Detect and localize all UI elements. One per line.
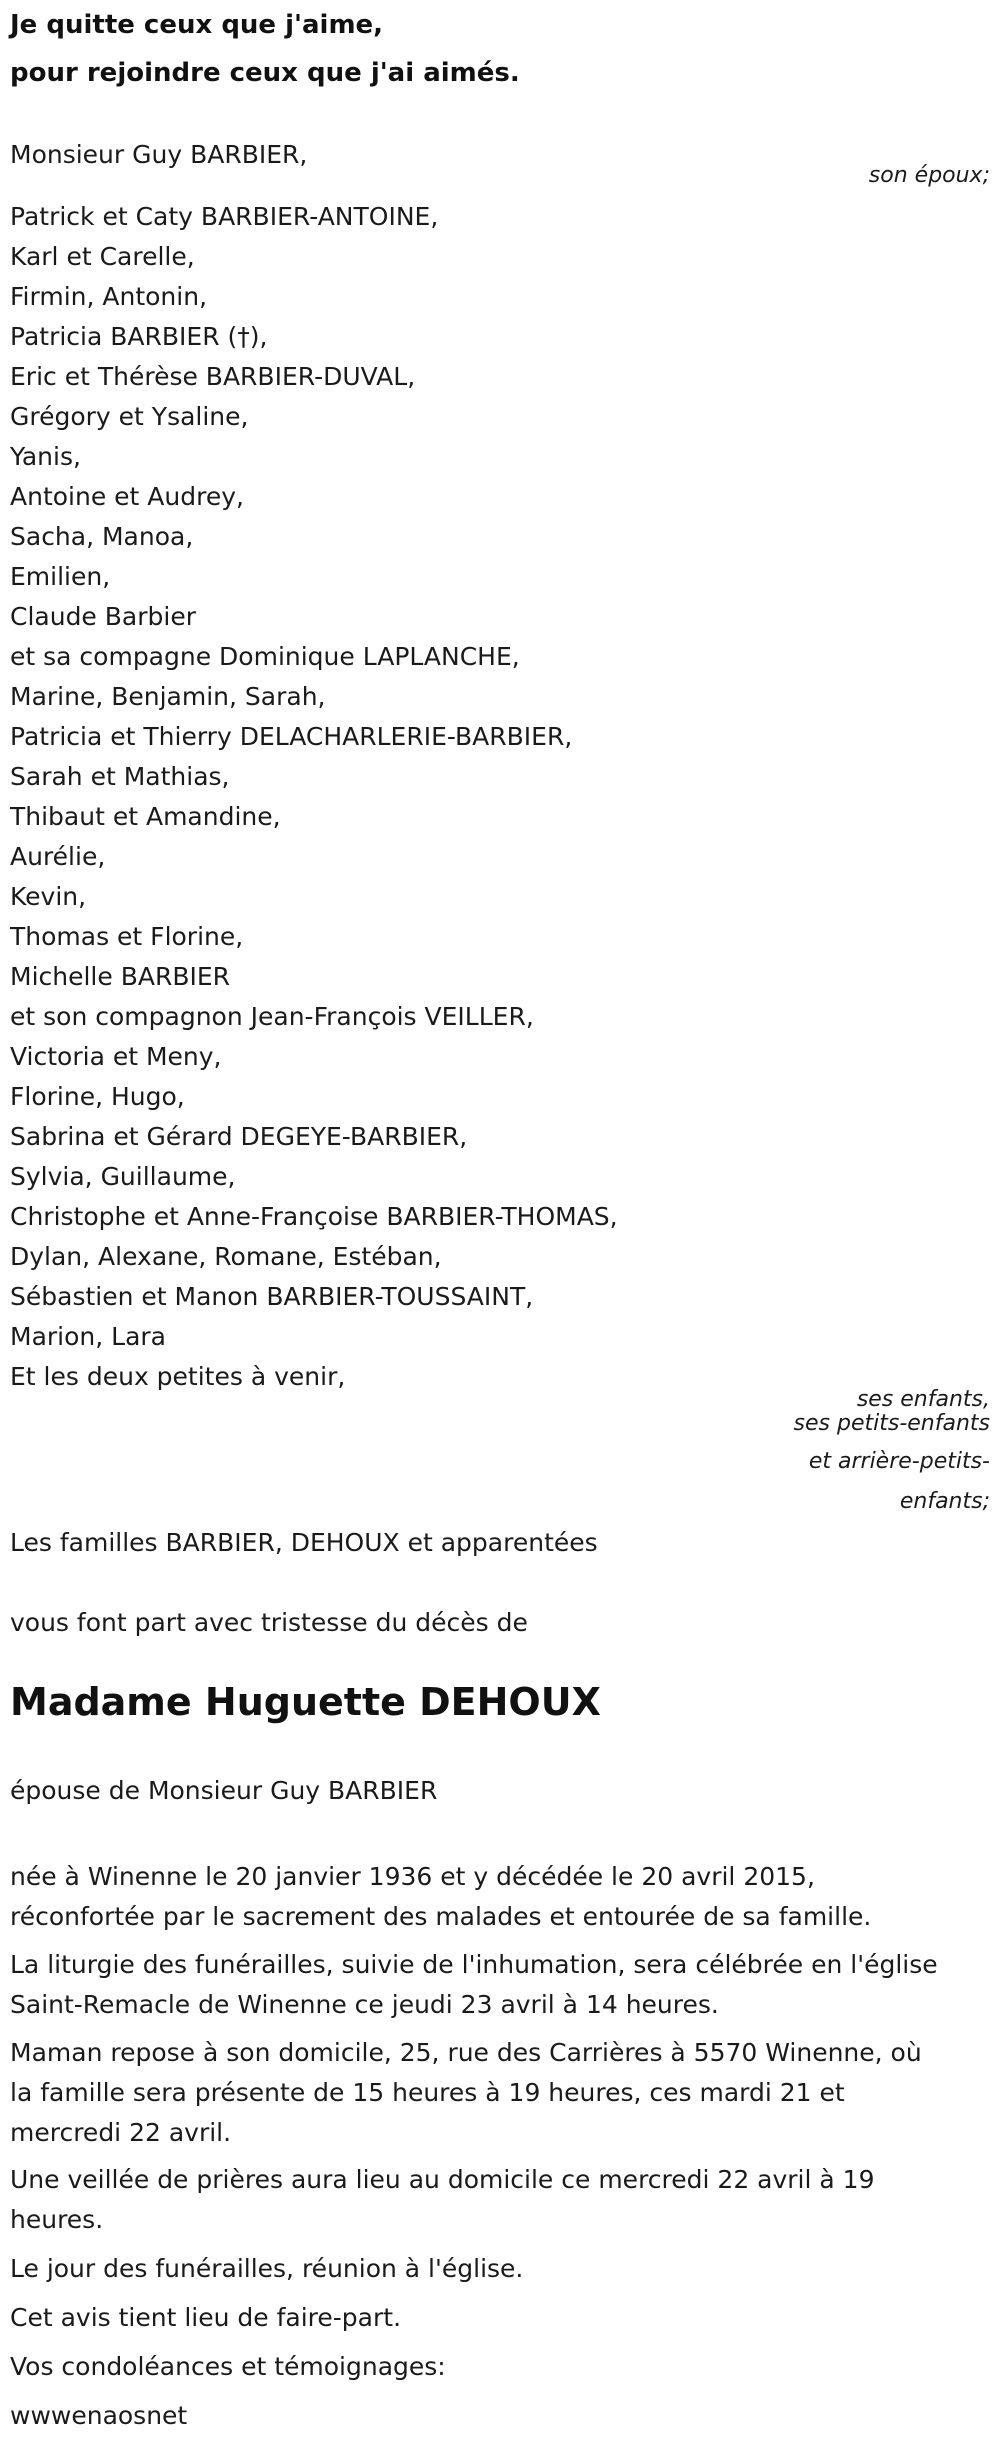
family-role: ses petits-enfants [793, 1411, 990, 1436]
paragraph-vigil: Une veillée de prières aura lieu au domicile ce mercredi 22 avril à 19 heures. [10, 2165, 875, 2234]
family-line: et sa compagne Dominique LAPLANCHE, [10, 642, 520, 671]
family-line: Patricia et Thierry DELACHARLERIE-BARBIER, [10, 722, 573, 751]
family-line: Christophe et Anne-Françoise BARBIER-THOMAS, [10, 1202, 618, 1231]
family-line: Antoine et Audrey, [10, 482, 244, 511]
family-role: et arrière-petits- [808, 1449, 990, 1474]
family-line: Sacha, Manoa, [10, 522, 194, 551]
spouse-role: son époux; [868, 163, 990, 188]
paragraph-notice: Cet avis tient lieu de faire-part. [10, 2303, 402, 2332]
family-role: ses enfants, [856, 1387, 990, 1412]
family-line: Patrick et Caty BARBIER-ANTOINE, [10, 202, 439, 231]
quote-line-1: Je quitte ceux que j'aime, [10, 10, 384, 40]
quote-line-2: pour rejoindre ceux que j'ai aimés. [10, 58, 520, 88]
paragraph-condolences: Vos condoléances et témoignages: [10, 2352, 446, 2381]
family-line: Karl et Carelle, [10, 242, 195, 271]
family-line: Aurélie, [10, 842, 106, 871]
spouse-name: Monsieur Guy BARBIER, [10, 140, 308, 169]
family-line: Firmin, Antonin, [10, 282, 208, 311]
family-line: Sarah et Mathias, [10, 762, 230, 791]
family-line: Grégory et Ysaline, [10, 402, 249, 431]
paragraph-home: Maman repose à son domicile, 25, rue des Carrières à 5570 Winenne, où la famille sera présente de 15 heures à 19 heures, ces mardi 21 et mercredi 22 avril. [10, 2038, 922, 2147]
family-role: enfants; [899, 1489, 990, 1514]
family-line: Claude Barbier [10, 602, 196, 631]
family-line: Thibaut et Amandine, [10, 802, 281, 831]
family-line: Eric et Thérèse BARBIER-DUVAL, [10, 362, 416, 391]
family-line: Marine, Benjamin, Sarah, [10, 682, 326, 711]
family-line: Et les deux petites à venir, [10, 1362, 346, 1391]
deceased-name: Madame Huguette DEHOUX [10, 1680, 601, 1724]
family-line: Florine, Hugo, [10, 1082, 185, 1111]
family-line: Thomas et Florine, [10, 922, 244, 951]
paragraph-meeting: Le jour des funérailles, réunion à l'église. [10, 2254, 524, 2283]
family-line: Sabrina et Gérard DEGEYE-BARBIER, [10, 1122, 468, 1151]
families-line: Les familles BARBIER, DEHOUX et apparentées [10, 1528, 598, 1557]
family-line: Sylvia, Guillaume, [10, 1162, 236, 1191]
paragraph-birth-death: née à Winenne le 20 janvier 1936 et y décédée le 20 avril 2015, réconfortée par le sacrement des malades et entourée de sa famille. [10, 1862, 872, 1931]
family-line: Patricia BARBIER (†), [10, 322, 268, 351]
family-line: Michelle BARBIER [10, 962, 231, 991]
family-line: Victoria et Meny, [10, 1042, 222, 1071]
website-text: wwwenaosnet [10, 2401, 188, 2430]
announcement-line: vous font part avec tristesse du décès de [10, 1608, 528, 1637]
family-line: Marion, Lara [10, 1322, 166, 1351]
paragraph-funeral: La liturgie des funérailles, suivie de l'inhumation, sera célébrée en l'église Saint-Remacle de Winenne ce jeudi 23 avril à 14 heures. [10, 1950, 938, 2019]
spouse-of-line: épouse de Monsieur Guy BARBIER [10, 1776, 438, 1805]
family-line: Yanis, [10, 442, 81, 471]
family-line: et son compagnon Jean-François VEILLER, [10, 1002, 534, 1031]
family-line: Dylan, Alexane, Romane, Estéban, [10, 1242, 442, 1271]
family-line: Emilien, [10, 562, 111, 591]
family-line: Sébastien et Manon BARBIER-TOUSSAINT, [10, 1282, 534, 1311]
family-line: Kevin, [10, 882, 87, 911]
